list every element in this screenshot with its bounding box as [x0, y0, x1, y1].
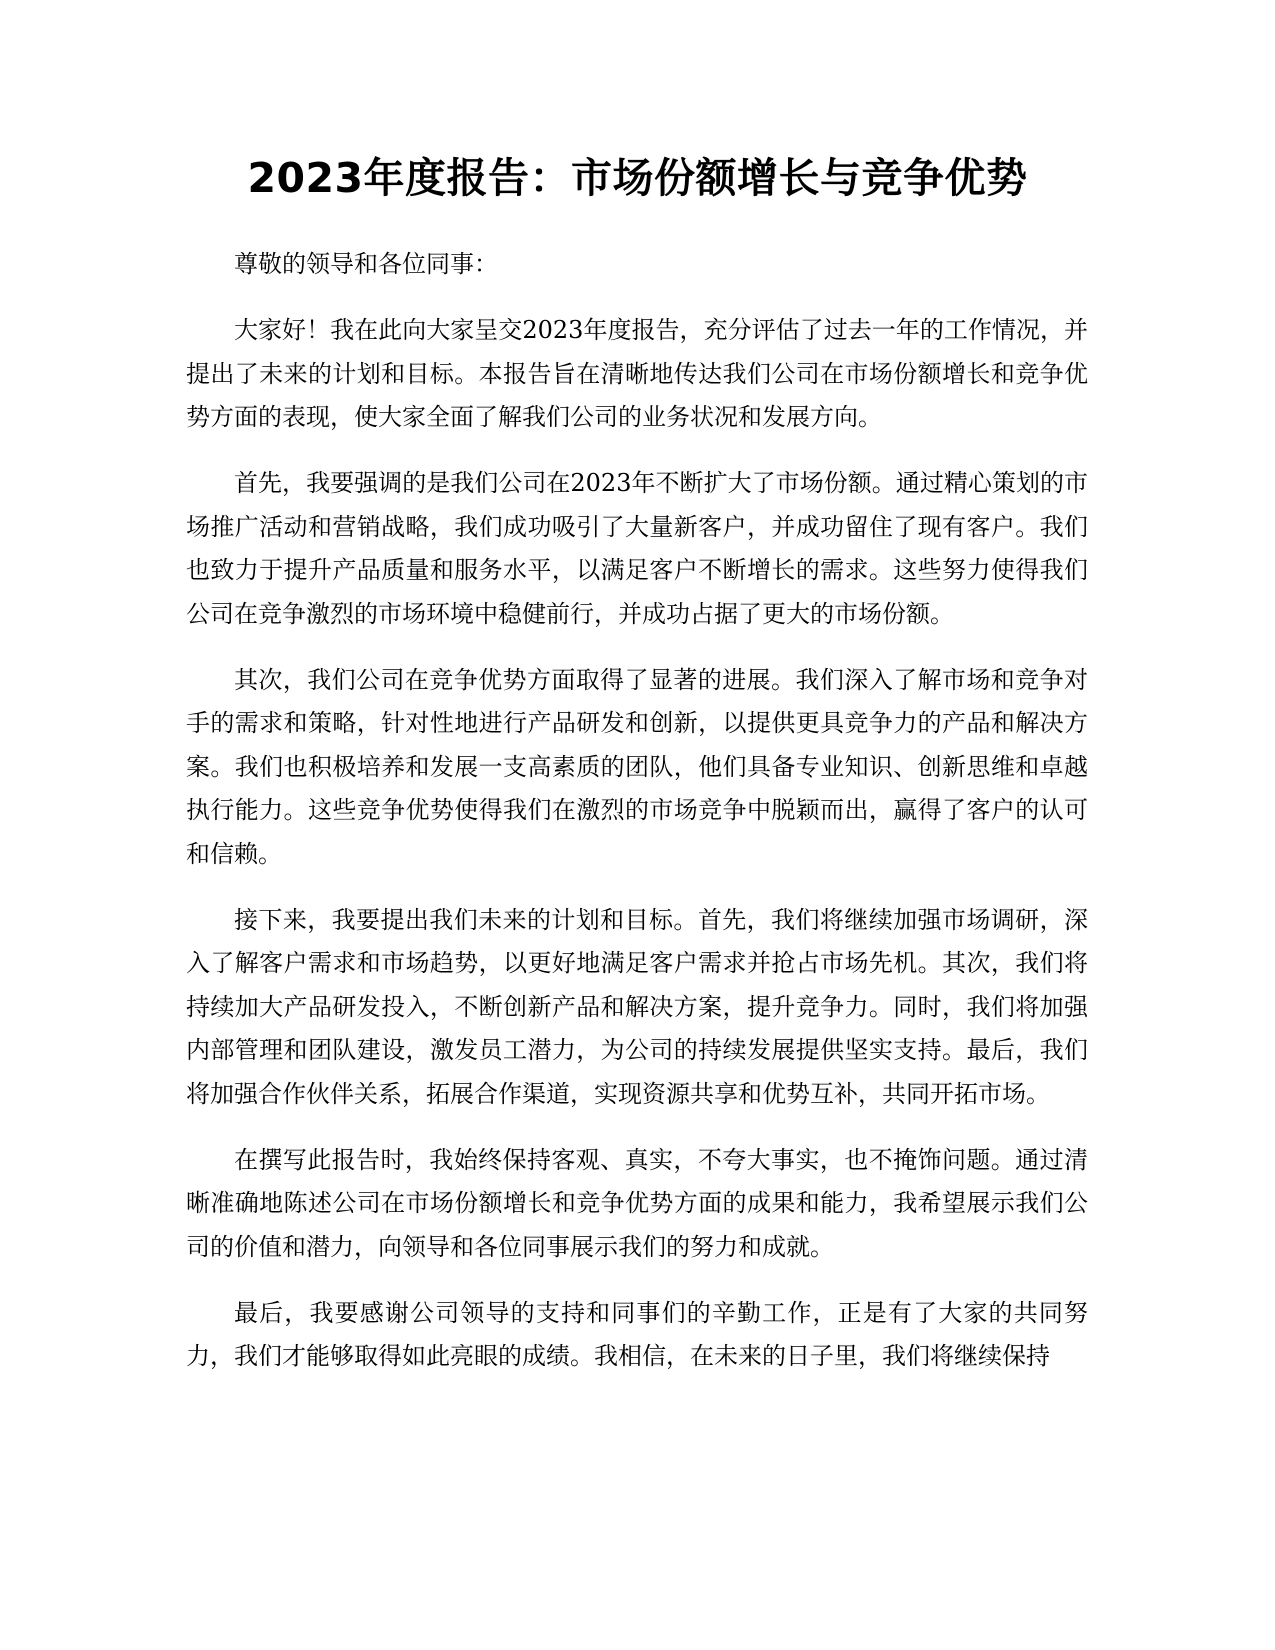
document-title: 2023年度报告：市场份额增长与竞争优势: [247, 154, 1028, 202]
paragraph-competitive-advantage: 其次，我们公司在竞争优势方面取得了显著的进展。我们深入了解市场和竞争对手的需求和策略，针对性地进行产品研发和创新，以提供更具竞争力的产品和解决方案。我们也积极培养和发展一支高素质的团队，他们具备专业知识、创新思维和卓越执行能力。这些竞争优势使得我们在激烈的市场竞争中脱颖而出，赢得了客户的认可和信赖。: [186, 665, 1088, 868]
paragraph-market-share: 首先，我要强调的是我们公司在2023年不断扩大了市场份额。通过精心策划的市场推广活动和营销战略，我们成功吸引了大量新客户，并成功留住了现有客户。我们也致力于提升产品质量和服务水平，以满足客户不断增长的需求。这些努力使得我们公司在竞争激烈的市场环境中稳健前行，并成功占据了更大的市场份额。: [186, 469, 1088, 628]
paragraph-future-plans: 接下来，我要提出我们未来的计划和目标。首先，我们将继续加强市场调研，深入了解客户需求和市场趋势，以更好地满足客户需求并抢占市场先机。其次，我们将持续加大产品研发投入，不断创新产品和解决方案，提升竞争力。同时，我们将加强内部管理和团队建设，激发员工潜力，为公司的持续发展提供坚实支持。最后，我们将加强合作伙伴关系，拓展合作渠道，实现资源共享和优势互补，共同开拓市场。: [186, 905, 1088, 1108]
document-body: [186, 243, 1088, 1401]
paragraph-report-principles: 在撰写此报告时，我始终保持客观、真实，不夸大事实，也不掩饰问题。通过清晰准确地陈述公司在市场份额增长和竞争优势方面的成果和能力，我希望展示我们公司的价值和潜力，向领导和各位同事展示我们的努力和成就。: [186, 1145, 1088, 1261]
paragraph-intro: 大家好！我在此向大家呈交2023年度报告，充分评估了过去一年的工作情况，并提出了未来的计划和目标。本报告旨在清晰地传达我们公司在市场份额增长和竞争优势方面的表现，使大家全面了解我们公司的业务状况和发展方向。: [186, 316, 1088, 431]
salutation: 尊敬的领导和各位同事：: [234, 250, 498, 278]
paragraph-closing: 最后，我要感谢公司领导的支持和同事们的辛勤工作，正是有了大家的共同努力，我们才能够取得如此亮眼的成绩。我相信，在未来的日子里，我们将继续保持: [186, 1298, 1088, 1370]
